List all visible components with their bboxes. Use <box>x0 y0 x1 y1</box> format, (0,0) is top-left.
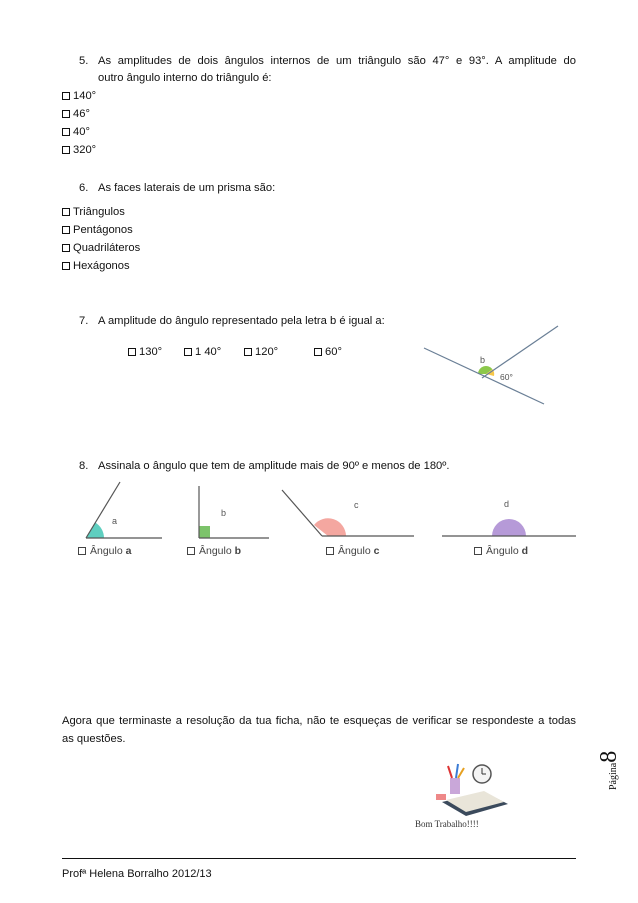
checkbox-icon[interactable] <box>326 547 334 555</box>
angle-d-option[interactable]: Ângulo d <box>474 545 528 557</box>
question-number: 5. <box>79 55 89 67</box>
checkbox-icon[interactable] <box>187 547 195 555</box>
angle-letter-label: c <box>354 500 359 510</box>
angle-value-label: 60° <box>500 372 513 382</box>
question-text: As amplitudes de dois ângulos internos de um triângulo são 47° e 93°. A amplitude do <box>98 55 576 67</box>
angle-a-sector <box>86 522 104 538</box>
angle-letter-label: b <box>480 355 486 365</box>
checkbox-icon[interactable] <box>62 128 70 136</box>
closing-text: Agora que terminaste a resolução da tua ficha, não te esqueças de verificar se respondeste a todas <box>62 715 576 727</box>
angle-c-option[interactable]: Ângulo c <box>326 545 379 557</box>
angle-letter-label: d <box>504 499 510 509</box>
checkbox-icon[interactable] <box>128 348 136 356</box>
angle-d-sector <box>492 519 526 536</box>
option-checkbox[interactable]: Triângulos <box>62 204 125 221</box>
option-checkbox[interactable]: 46° <box>62 106 90 123</box>
page-number: Página8 <box>596 750 622 790</box>
checkbox-icon[interactable] <box>78 547 86 555</box>
option-checkbox[interactable]: 120° <box>244 346 278 358</box>
angle-d-figure <box>438 480 580 542</box>
angle-b-figure <box>193 480 273 542</box>
checkbox-icon[interactable] <box>62 262 70 270</box>
question-number: 8. <box>79 460 89 472</box>
checkbox-icon[interactable] <box>62 208 70 216</box>
footer-text: Profª Helena Borralho 2012/13 <box>62 868 212 880</box>
checkbox-icon[interactable] <box>62 92 70 100</box>
option-checkbox[interactable]: Quadriláteros <box>62 240 140 257</box>
clipart-caption: Bom Trabalho!!!! <box>415 819 479 829</box>
option-checkbox[interactable]: Hexágonos <box>62 258 130 275</box>
desk-clipart-icon <box>428 762 512 818</box>
checkbox-icon[interactable] <box>62 244 70 252</box>
question-text: As faces laterais de um prisma são: <box>98 182 276 194</box>
option-checkbox[interactable]: 40° <box>62 124 90 141</box>
angle-letter-label: b <box>221 508 227 518</box>
angle-letter-label: a <box>112 516 118 526</box>
checkbox-icon[interactable] <box>184 348 192 356</box>
angle-b-option[interactable]: Ângulo b <box>187 545 241 557</box>
option-checkbox[interactable]: 130° <box>128 346 162 358</box>
checkbox-icon[interactable] <box>244 348 252 356</box>
checkbox-icon[interactable] <box>62 110 70 118</box>
angle-a-option[interactable]: Ângulo a <box>78 545 131 557</box>
angle-c-figure <box>278 480 418 542</box>
angle-figure-q7 <box>420 320 570 410</box>
angle-c-sector <box>314 518 346 536</box>
footer-divider <box>62 858 576 859</box>
question-text: Assinala o ângulo que tem de amplitude mais de 90º e menos de 180º. <box>98 460 450 472</box>
angle-b-square <box>199 526 210 538</box>
question-number: 6. <box>79 182 89 194</box>
question-text: A amplitude do ângulo representado pela letra b é igual a: <box>98 315 385 327</box>
checkbox-icon[interactable] <box>314 348 322 356</box>
checkbox-icon[interactable] <box>62 146 70 154</box>
checkbox-icon[interactable] <box>62 226 70 234</box>
option-checkbox[interactable]: 320° <box>62 142 96 159</box>
option-checkbox[interactable]: 1 40° <box>184 346 221 358</box>
closing-text-continued: as questões. <box>62 733 126 745</box>
line-2 <box>482 326 558 378</box>
option-checkbox[interactable]: 140° <box>62 88 96 105</box>
question-text-continued: outro ângulo interno do triângulo é: <box>98 72 272 84</box>
question-number: 7. <box>79 315 89 327</box>
option-checkbox[interactable]: 60° <box>314 346 342 358</box>
checkbox-icon[interactable] <box>474 547 482 555</box>
angle-a-figure <box>74 480 166 542</box>
option-checkbox[interactable]: Pentágonos <box>62 222 133 239</box>
